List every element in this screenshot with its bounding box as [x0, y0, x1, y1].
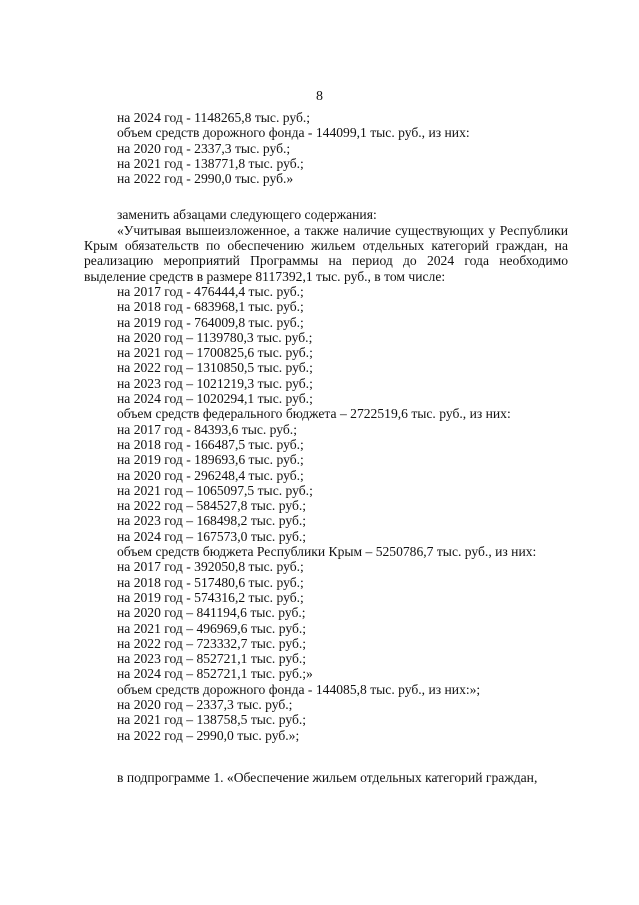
funding-line: объем средств бюджета Республики Крым – 5250786,7 тыс. руб., из них: — [117, 544, 537, 560]
funding-list-old — [84, 110, 568, 186]
funding-line: на 2024 год – 1020294,1 тыс. руб.; — [117, 391, 313, 407]
funding-line: на 2023 год – 1021219,3 тыс. руб.; — [117, 375, 313, 391]
funding-line: на 2023 год – 852721,1 тыс. руб.; — [117, 651, 307, 667]
funding-line: на 2020 год - 2337,3 тыс. руб.; — [117, 140, 291, 156]
funding-line: на 2021 год - 138771,8 тыс. руб.; — [117, 155, 304, 171]
funding-line: на 2018 год - 517480,6 тыс. руб.; — [117, 574, 304, 590]
funding-line: объем средств дорожного фонда - 144099,1 тыс. руб., из них: — [117, 125, 470, 141]
main-paragraph: «Учитывая вышеизложенное, а также наличие существующих у Республики Крым обязательств по обеспечению жильем отдельных категорий граждан, на реализацию мероприятий Программы на период до 2024 года необходимо выделение средств в размере 8117392,1 тыс. руб., в том числе: — [84, 222, 568, 284]
funding-line: на 2019 год - 574316,2 тыс. руб.; — [117, 589, 304, 605]
funding-line: на 2017 год - 392050,8 тыс. руб.; — [117, 559, 304, 575]
funding-line: на 2018 год - 166487,5 тыс. руб.; — [117, 436, 304, 452]
replace-instruction: заменить абзацами следующего содержания: — [117, 207, 377, 223]
funding-line: на 2024 год – 852721,1 тыс. руб.;» — [117, 666, 313, 682]
funding-line: на 2021 год – 1700825,6 тыс. руб.; — [117, 345, 313, 361]
funding-line: на 2021 год – 1065097,5 тыс. руб.; — [117, 482, 313, 498]
funding-line: на 2023 год – 168498,2 тыс. руб.; — [117, 513, 307, 529]
funding-line: объем средств дорожного фонда - 144085,8 тыс. руб., из них:»; — [117, 681, 481, 697]
funding-line: на 2019 год - 189693,6 тыс. руб.; — [117, 452, 304, 468]
funding-line: на 2024 год – 167573,0 тыс. руб.; — [117, 528, 307, 544]
funding-line: на 2020 год - 296248,4 тыс. руб.; — [117, 467, 304, 483]
funding-line: объем средств федерального бюджета – 2722519,6 тыс. руб., из них: — [117, 406, 511, 422]
funding-line: на 2019 год - 764009,8 тыс. руб.; — [117, 314, 304, 330]
funding-line: на 2017 год - 84393,6 тыс. руб.; — [117, 421, 297, 437]
funding-line: на 2024 год - 1148265,8 тыс. руб.; — [117, 110, 311, 125]
funding-line: на 2020 год – 1139780,3 тыс. руб.; — [117, 329, 313, 345]
funding-line: на 2022 год – 723332,7 тыс. руб.; — [117, 635, 307, 651]
funding-line: на 2017 год - 476444,4 тыс. руб.; — [117, 283, 304, 299]
funding-line: на 2018 год - 683968,1 тыс. руб.; — [117, 299, 304, 315]
funding-list-new — [84, 284, 568, 743]
funding-line: на 2021 год – 496969,6 тыс. руб.; — [117, 620, 307, 636]
document-body — [84, 110, 568, 785]
funding-line: на 2022 год – 584527,8 тыс. руб.; — [117, 498, 307, 514]
subprogram-line: в подпрограмме 1. «Обеспечение жильем отдельных категорий граждан, — [117, 769, 538, 785]
page-number: 8 — [316, 89, 323, 104]
funding-line: на 2020 год – 841194,6 тыс. руб.; — [117, 605, 306, 621]
funding-line: на 2021 год – 138758,5 тыс. руб.; — [117, 712, 307, 728]
funding-line: на 2022 год – 1310850,5 тыс. руб.; — [117, 360, 313, 376]
funding-line: на 2022 год - 2990,0 тыс. руб.» — [117, 171, 294, 187]
funding-line: на 2020 год – 2337,3 тыс. руб.; — [117, 696, 293, 712]
funding-line: на 2022 год – 2990,0 тыс. руб.»; — [117, 727, 300, 743]
